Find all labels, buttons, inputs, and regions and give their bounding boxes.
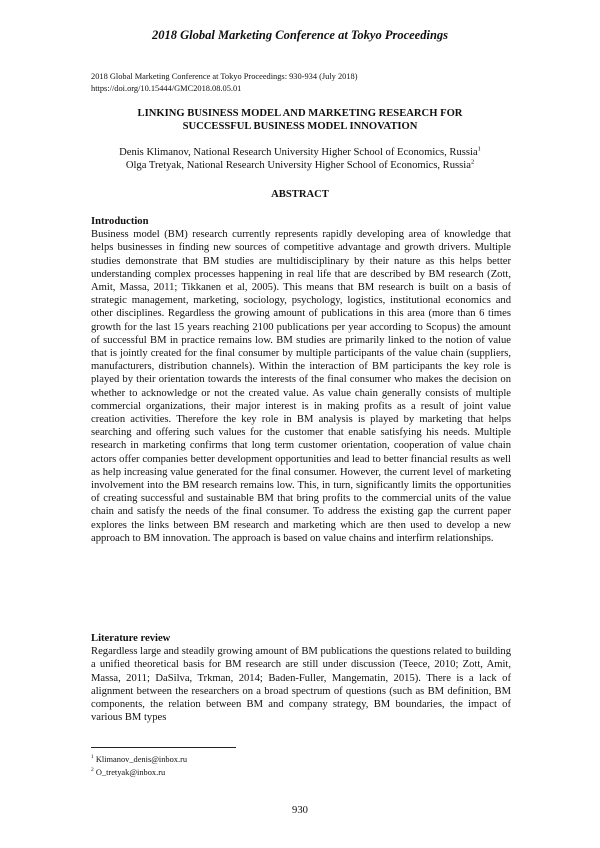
footnote <box>91 765 187 778</box>
section-heading: Introduction <box>91 216 149 227</box>
title-line: LINKING BUSINESS MODEL AND MARKETING RESEARCH FOR <box>137 108 463 119</box>
author-affiliation: Olga Tretyak, National Research University Higher School of Economics, Russia <box>125 159 471 171</box>
section-paragraph: Business model (BM) research currently represents rapidly developing area of knowledge that helps businesses in finding new sources of competitive advantage and growth drivers. Multiple studies demonstrate that BM studies are multidisciplinary by their nature as this helps better understanding complex processes happening in real life that are described by BM research (Zott, Amit, Massa, 2011; Tikkanen et al, 2005). This means that BM research is built on a basis of strategic management, marketing, sociology, psychology, logistics, institutional economics and other disciplines. Regardless the growing amount of publications in this area (more than 6 times growth for the last 15 years reaching 2100 publications per year according to Scopus) the amount of successful BM in practice remains low. BM studies are primarily linked to the notion of value that is jointly created for the final consumer by multiple participants of the value chain (suppliers, manufacturers, distribution channels). Within the interaction of BM participants the key role is played by their orientation towards the interests of the final consumer who makes the decision on whether to acknowledge or not the created value. As value chain generally consists of multiple commercial organizations, their major interest is in making profits as a result of joint value creation activities. Therefore the key role in BM analysis is played by marketing that helps searching and offering such values for the customer that enable satisfying his needs. Multiple research in marketing confirms that long term customer orientation, cooperation of value chain actors offer companies better development opportunities and lead to better financial results as well as help increasing value generated for the final consumer. However, the current level of marketing involvement into the BM research remains low. This, in turn, significantly limits the opportunities of creating successful and sustainable BM that bring profits to the commercial units of the value chain and satisfy the needs of the final consumer. To address the existing gap the current paper explores the links between BM research and marketing which are then used to develop a new approach to BM innovation. The approach is based on value chains and interfirm relationships. <box>91 229 511 544</box>
footnote-mark: 2 <box>91 767 94 774</box>
footnote-divider <box>91 747 236 748</box>
author-line <box>60 147 540 160</box>
footnote-email[interactable]: O_tretyak@inbox.ru <box>95 768 166 778</box>
footnote <box>91 752 187 765</box>
section-paragraph: Regardless large and steadily growing amount of BM publications the questions related to building a unified theoretical basis for BM research are still under discussion (Teece, 2010; Zott, Amit, Massa, 2011; DaSilva, Trkman, 2014; Baden-Fuller, Mangematin, 2015). There is a lack of alignment between the researchers on a broad spectrum of questions (such as BM definition, BM components, the relation between BM and company strategy, BM boundaries, the impact of various BM types <box>91 646 511 724</box>
introduction-section <box>91 215 511 545</box>
paper-title <box>60 108 540 133</box>
running-header: 2018 Global Marketing Conference at Tokyo Proceedings <box>151 28 449 42</box>
footnote-mark[interactable]: 2 <box>470 157 475 165</box>
footnote-mark[interactable]: 1 <box>477 145 481 153</box>
section-heading: Literature review <box>91 633 171 644</box>
footnotes <box>91 752 187 779</box>
footnote-email[interactable]: Klimanov_denis@inbox.ru <box>95 754 188 764</box>
citation-block <box>91 71 358 95</box>
doi-link[interactable]: https://doi.org/10.15444/GMC2018.08.05.01 <box>91 84 242 93</box>
author-list <box>60 147 540 172</box>
author-affiliation: Denis Klimanov, National Research University Higher School of Economics, Russia <box>119 147 478 158</box>
page-number: 930 <box>292 805 308 816</box>
author-line <box>60 157 540 173</box>
abstract-heading: ABSTRACT <box>271 189 329 200</box>
footnote-mark: 1 <box>91 754 94 760</box>
title-line: SUCCESSFUL BUSINESS MODEL INNOVATION <box>182 120 418 132</box>
citation-line: 2018 Global Marketing Conference at Tokyo Proceedings: 930-934 (July 2018) <box>91 72 358 81</box>
literature-review-section <box>91 632 511 724</box>
